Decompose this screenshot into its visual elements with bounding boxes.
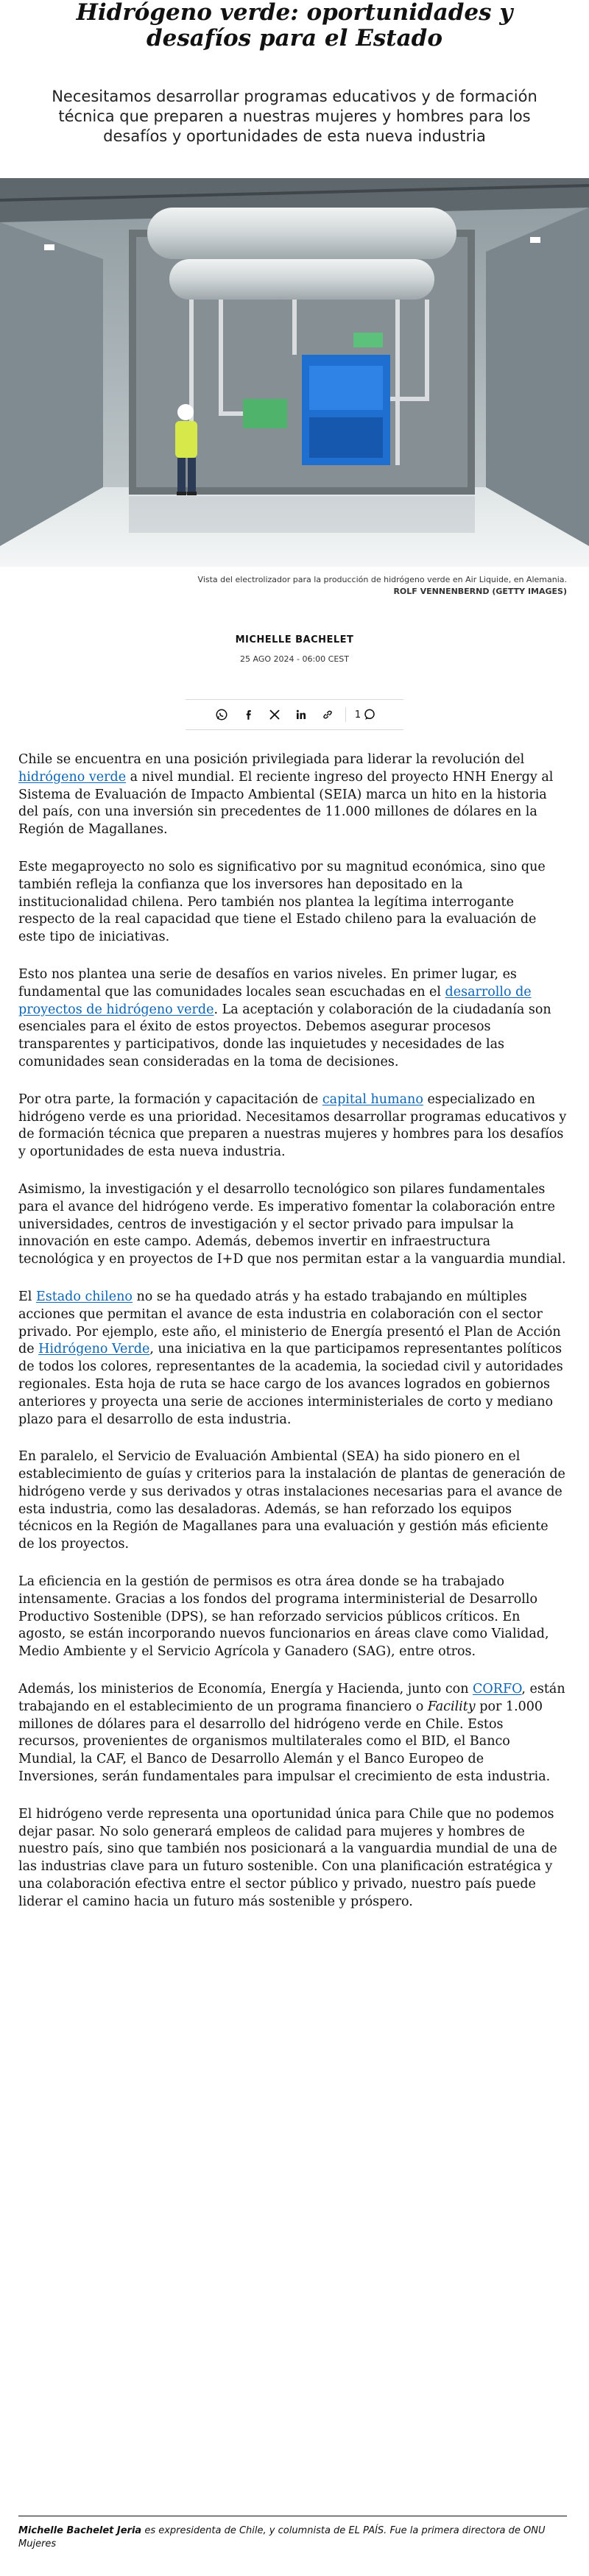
x-icon — [268, 708, 281, 721]
share-bar — [186, 699, 403, 730]
link-capital-humano[interactable]: capital humano — [322, 1091, 423, 1107]
paragraph-5: Asimismo, la investigación y el desarrollo tecnológico son pilares fundamentales para el avance del hidrógeno verde. Es imperativo fomentar la colaboración entre universidades, centros de investigación y el sector privado para impulsar la innovación en este campo. Además, debemos invertir en infraestructura tecnológica y en proyectos de I+D que nos permitan estar a la vanguardia mundial. — [18, 1181, 566, 1267]
link-desarrollo-proyectos[interactable]: desarrollo de proyectos de hidrógeno verde — [18, 984, 532, 1017]
photo-caption-text: Vista del electrolizador para la producción de hidrógeno verde en Air Liquide, en Alemania. — [197, 575, 567, 584]
paragraph-1: Chile se encuentra en una posición privilegiada para liderar la revolución del hidrógeno verde a nivel mundial. El reciente ingreso del proyecto HNH Energy al Sistema de Evaluación de Impacto Ambiental (SEIA) marca un hito en la historia del país, con una inversión sin precedentes de 11.000 millones de dólares en la Región de Magallanes. — [18, 752, 554, 838]
linkedin-share-button[interactable] — [292, 706, 310, 723]
article-headline: Hidrógeno verde: oportunidades y desafíos para el Estado — [76, 0, 513, 52]
linkedin-icon — [294, 708, 308, 721]
photo-caption — [7, 574, 567, 598]
paragraph-4: Por otra parte, la formación y capacitación de capital humano especializado en hidrógeno verde es una prioridad. Necesitamos desarrollar programas educativos y de formación técnica que preparen a nuestras mujeres y hombres para los desafíos y oportunidades de esta nueva industria. — [18, 1091, 567, 1160]
facebook-share-button[interactable] — [239, 706, 257, 723]
paragraph-10: El hidrógeno verde representa una oportunidad única para Chile que no podemos dejar pasar. No solo generará empleos de calidad para mujeres y hombres de nuestro país, sino que también nos posicionará a la vanguardia mundial de una de las industrias clave para un futuro sostenible. Con una planificación estratégica y una colaboración efectiva entre el sector público y privado, nuestro país puede liderar el camino hacia un futuro más sostenible y próspero. — [18, 1806, 557, 1909]
paragraph-9: Además, los ministerios de Economía, Energía y Hacienda, junto con CORFO, están trabajando en el establecimiento de un programa financiero o Facility por 1.000 millones de dólares para el desarrollo del hidrógeno verde en Chile. Estos recursos, provenientes de organismos multilaterales como el BID, el Banco Mundial, la CAF, el Banco de Desarrollo Alemán y el Banco Europeo de Inversiones, serán fundamentales para impulsar el crecimiento de esta industria. — [18, 1682, 565, 1785]
article-subtitle: Necesitamos desarrollar programas educativos y de formación técnica que preparen a nuestras mujeres y hombres para los desafíos y oportunidades de esta nueva industria — [52, 88, 537, 145]
paragraph-6: El Estado chileno no se ha quedado atrás y ha estado trabajando en múltiples acciones que permitan el avance de esta industria en colaboración con el sector privado. Por ejemplo, este año, el ministerio de Energía presentó el Plan de Acción de Hidrógeno Verde, una iniciativa en la que participamos representantes políticos de todos los colores, representantes de la academia, la sociedad civil y autoridades regionales. Esta hoja de ruta se hace cargo de los avances logrados en gobiernos anteriores y proyecta una serie de acciones interministeriales de corto y mediano plazo para el desarrollo de esta industria. — [18, 1289, 563, 1427]
paragraph-2: Este megaproyecto no solo es significativo por su magnitud económica, sino que también refleja la confianza que los inversores han depositado en la institucionalidad chilena. Pero también nos plantea la legítima interrogante respecto de la real capacidad que tiene el Estado chileno para la evaluación de este tipo de iniciativas. — [18, 859, 546, 945]
whatsapp-share-button[interactable] — [213, 706, 230, 723]
facebook-icon — [241, 708, 255, 721]
byline — [0, 634, 589, 664]
link-plan-hidrogeno-verde[interactable]: Hidrógeno Verde — [38, 1342, 150, 1357]
bio-name: Michelle Bachelet Jeria — [18, 2525, 142, 2536]
photo-credit: ROLF VENNENBERND (GETTY IMAGES) — [393, 587, 567, 596]
article-body — [18, 751, 567, 1931]
publish-date: 25 AGO 2024 - 06:00 CEST — [240, 654, 349, 664]
paragraph-3: Esto nos plantea una serie de desafíos en varios niveles. En primer lugar, es fundamental que las comunidades locales sean escuchadas en el desarrollo de proyectos de hidrógeno verde. La aceptación y colaboración de la ciudadanía son esenciales para el éxito de estos proyectos. Debemos asegurar procesos transparentes y participativos, donde las inquietudes y necesidades de las comunidades sean consideradas en la toma de decisiones. — [18, 966, 551, 1069]
article-photo — [0, 178, 589, 567]
electrolyzer-photo — [0, 178, 589, 567]
copy-link-button[interactable] — [319, 706, 336, 723]
author-link[interactable]: MICHELLE BACHELET — [235, 634, 354, 645]
x-share-button[interactable] — [266, 706, 283, 723]
comment-bubble-icon — [363, 708, 376, 721]
bio-text: es expresidenta de Chile, y columnista de EL PAÍS. Fue la primera directora de ONU Mujeres — [18, 2525, 546, 2550]
author-bio — [18, 2524, 567, 2551]
link-hidrogeno-verde[interactable]: hidrógeno verde — [18, 769, 127, 785]
link-estado-chileno[interactable]: Estado chileno — [35, 1289, 133, 1304]
paragraph-8: La eficiencia en la gestión de permisos es otra área donde se ha trabajado intensamente. Gracias a los fondos del programa interministerial de Desarrollo Productivo Sostenible (DPS), se han reforzado servicios públicos críticos. En agosto, se están incorporando nuevos funcionarios en áreas clave como Vialidad, Medio Ambiente y el Servicio Agrícola y Ganadero (SAG), entre otros. — [18, 1574, 549, 1660]
whatsapp-icon — [215, 708, 228, 721]
share-divider — [345, 707, 346, 722]
comments-button[interactable] — [355, 708, 376, 721]
comment-count: 1 — [354, 709, 361, 721]
link-corfo[interactable]: CORFO — [473, 1682, 522, 1697]
link-icon — [321, 708, 334, 721]
paragraph-7: En paralelo, el Servicio de Evaluación Ambiental (SEA) ha sido pionero en el establecimiento de guías y criterios para la instalación de plantas de generación de hidrógeno verde y sus derivados y otras instalaciones necesarias para el avance de esta industria, como las desaladoras. Además, se han reforzado los equipos técnicos en la Región de Magallanes para una evaluación y gestión más eficiente de los proyectos. — [18, 1449, 565, 1552]
